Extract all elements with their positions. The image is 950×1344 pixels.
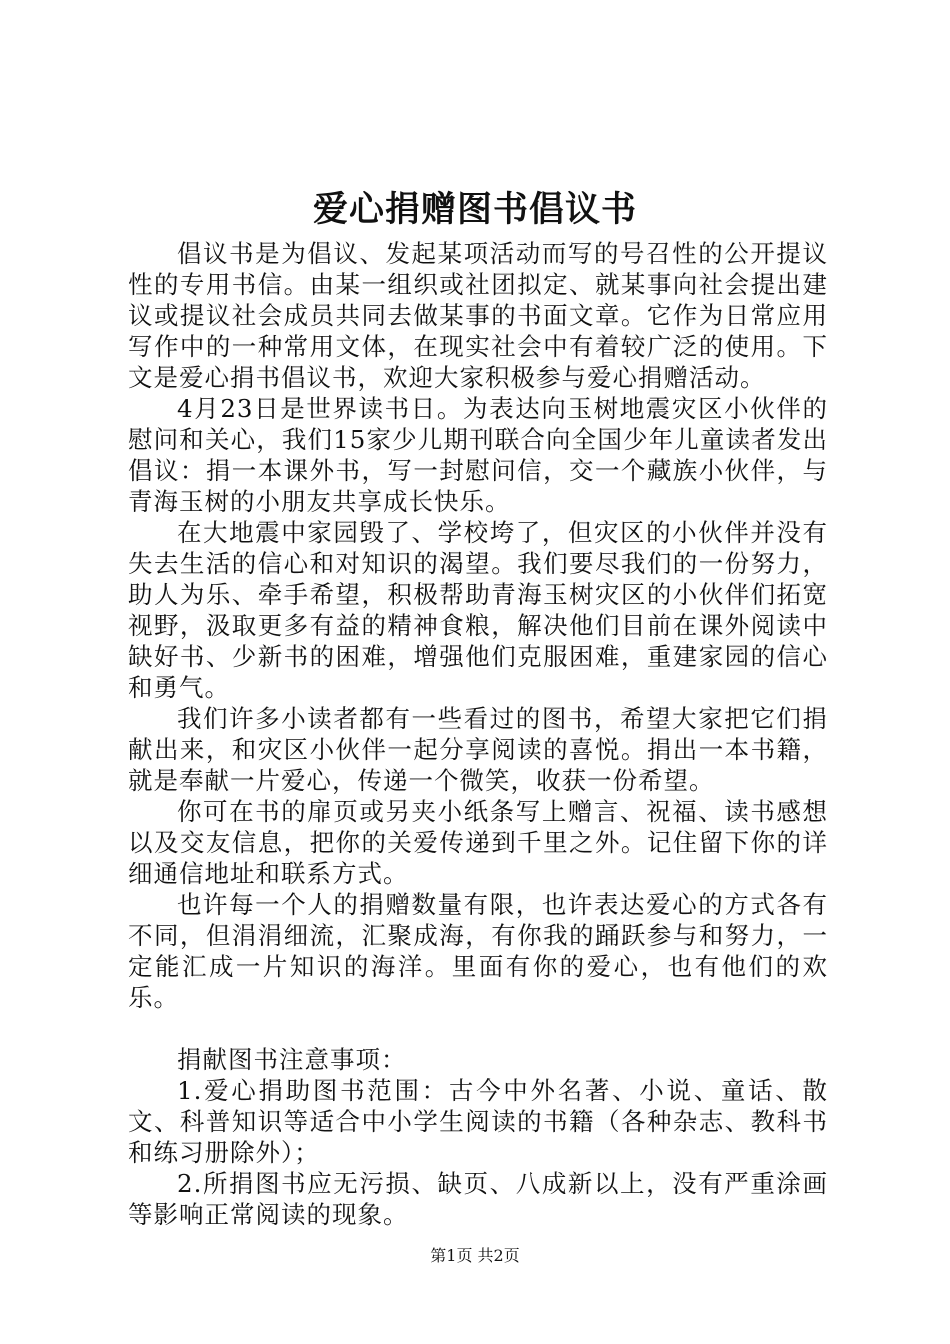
paragraph: 4月23日是世界读书日。为表达向玉树地震灾区小伙伴的慰问和关心，我们15家少儿期刊联合向全国少年儿童读者发出倡议：捐一本课外书，写一封慰问信，交一个藏族小伙伴，与青海玉树的小朋友共享成长快乐。	[128, 394, 828, 516]
paragraph: 在大地震中家园毁了、学校垮了，但灾区的小伙伴并没有失去生活的信心和对知识的渴望。我们要尽我们的一份努力，助人为乐、牵手希望，积极帮助青海玉树灾区的小伙伴们拓宽视野，汲取更多有益的精神食粮，解决他们目前在课外阅读中缺好书、少新书的困难，增强他们克服困难，重建家园的信心和勇气。	[128, 518, 828, 702]
paragraph: 倡议书是为倡议、发起某项活动而写的号召性的公开提议性的专用书信。由某一组织或社团拟定、就某事向社会提出建议或提议社会成员共同去做某事的书面文章。它作为日常应用写作中的一种常用文体，在现实社会中有着较广泛的使用。下文是爱心捐书倡议书，欢迎大家积极参与爱心捐赠活动。	[128, 239, 828, 392]
document-body	[128, 238, 828, 1230]
page-footer: 第1页 共2页	[430, 1246, 520, 1265]
note-item: 1.爱心捐助图书范围：古今中外名著、小说、童话、散文、科普知识等适合中小学生阅读的书籍（各种杂志、教科书和练习册除外）；	[128, 1076, 828, 1167]
paragraph-spacer	[128, 1013, 828, 1044]
note-item: 2.所捐图书应无污损、缺页、八成新以上，没有严重涂画等影响正常阅读的现象。	[128, 1169, 828, 1229]
paragraph: 也许每一个人的捐赠数量有限，也许表达爱心的方式各有不同，但涓涓细流，汇聚成海，有你我的踊跃参与和努力，一定能汇成一片知识的海洋。里面有你的爱心，也有他们的欢乐。	[128, 890, 828, 1012]
paragraph: 你可在书的扉页或另夹小纸条写上赠言、祝福、读书感想以及交友信息，把你的关爱传递到千里之外。记住留下你的详细通信地址和联系方式。	[128, 797, 828, 888]
document-title: 爱心捐赠图书倡议书	[312, 189, 637, 230]
notes-heading: 捐献图书注意事项：	[177, 1045, 407, 1074]
paragraph: 我们许多小读者都有一些看过的图书，希望大家把它们捐献出来，和灾区小伙伴一起分享阅读的喜悦。捐出一本书籍，就是奉献一片爱心，传递一个微笑，收获一份希望。	[128, 704, 828, 795]
